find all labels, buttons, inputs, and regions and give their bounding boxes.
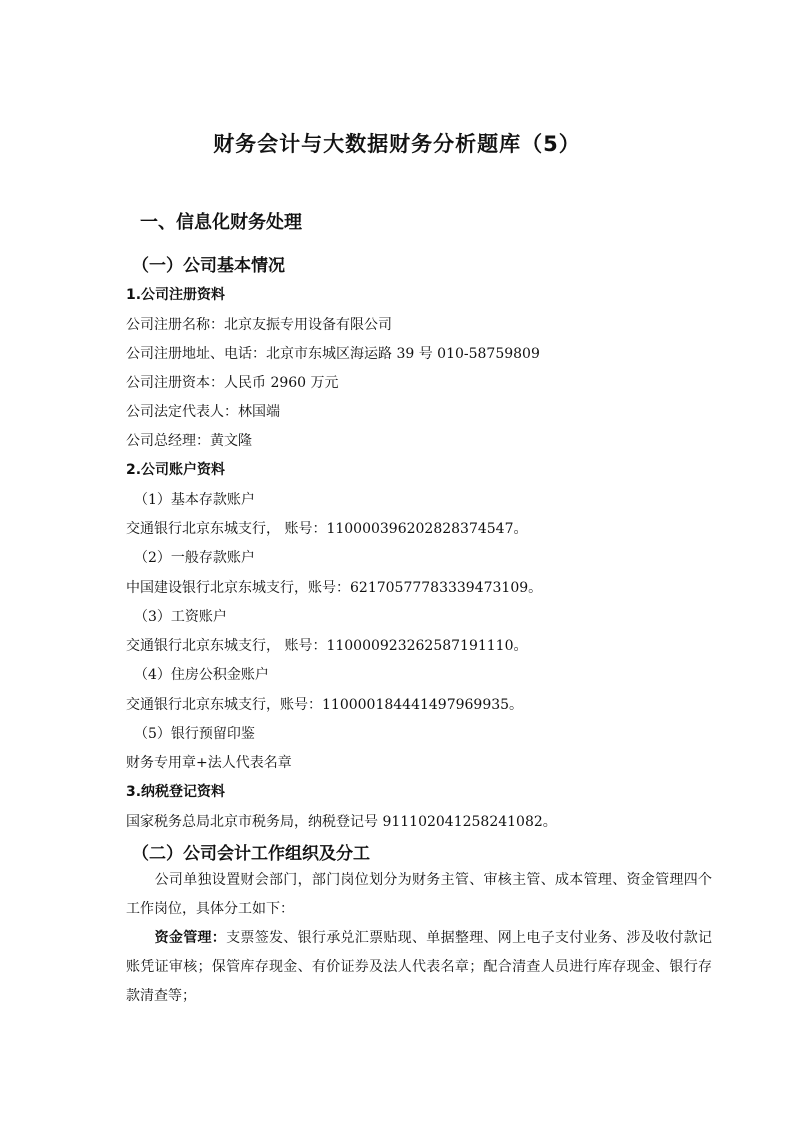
subsection-heading-2: （二）公司会计工作组织及分工 — [132, 844, 370, 864]
paragraph-fund-management — [126, 924, 712, 1011]
fund-management-label: 资金管理： — [154, 930, 227, 946]
heading-accounts: 2.公司账户资料 — [126, 462, 226, 478]
paragraph-organization: 公司单独设置财会部门，部门岗位划分为财务主管、审核主管、成本管理、资金管理四个工作岗位，具体分工如下： — [126, 872, 712, 917]
account-type: （4）住房公积金账户 — [134, 667, 269, 683]
account-type: （3）工资账户 — [134, 609, 227, 625]
account-detail: 交通银行北京东城支行， 账号：110000396202828374547。 — [126, 521, 528, 537]
account-type: （2）一般存款账户 — [134, 550, 255, 566]
account-detail: 中国建设银行北京东城支行，账号：6217057778333947​3109。 — [126, 580, 543, 596]
reg-line: 公司总经理：黄文隆 — [126, 433, 252, 449]
reg-line: 公司注册地址、电话：北京市东城区海运路 39 号 010-58759809 — [126, 346, 540, 362]
heading-tax: 3.纳税登记资料 — [126, 784, 226, 800]
document-title: 财务会计与大数据财务分析题库（5） — [213, 132, 581, 156]
account-detail: 交通银行北京东城支行， 账号：110000923262587191110。 — [126, 638, 528, 654]
account-detail: 交通银行北京东城支行，账号：110000184441497969935。 — [126, 697, 524, 713]
fund-management-text: 支票签发、银行承兑汇票贴现、单据整理、网上电子支付业务、涉及收付款记账凭证审核；保管库存现金、有价证券及法人代表名章；配合清查人员进行库存现金、银行存款清查等； — [126, 930, 713, 1004]
reg-line: 公司法定代表人：林国端 — [126, 404, 280, 420]
reg-line: 公司注册资本：人民币 2960 万元 — [126, 375, 339, 391]
tax-line: 国家税务总局北京市税务局，纳税登记号 911102041258241082。 — [126, 814, 557, 830]
subsection-heading-1: （一）公司基本情况 — [132, 256, 285, 276]
section-heading-1: 一、信息化财务处理 — [140, 212, 302, 233]
account-type: （5）银行预留印鉴 — [134, 726, 255, 742]
account-detail: 财务专用章+法人代表名章 — [126, 755, 292, 771]
reg-line: 公司注册名称：北京友振专用设备有限公司 — [126, 317, 392, 333]
account-type: （1）基本存款账户 — [134, 492, 255, 508]
heading-registration: 1.公司注册资料 — [126, 287, 226, 303]
